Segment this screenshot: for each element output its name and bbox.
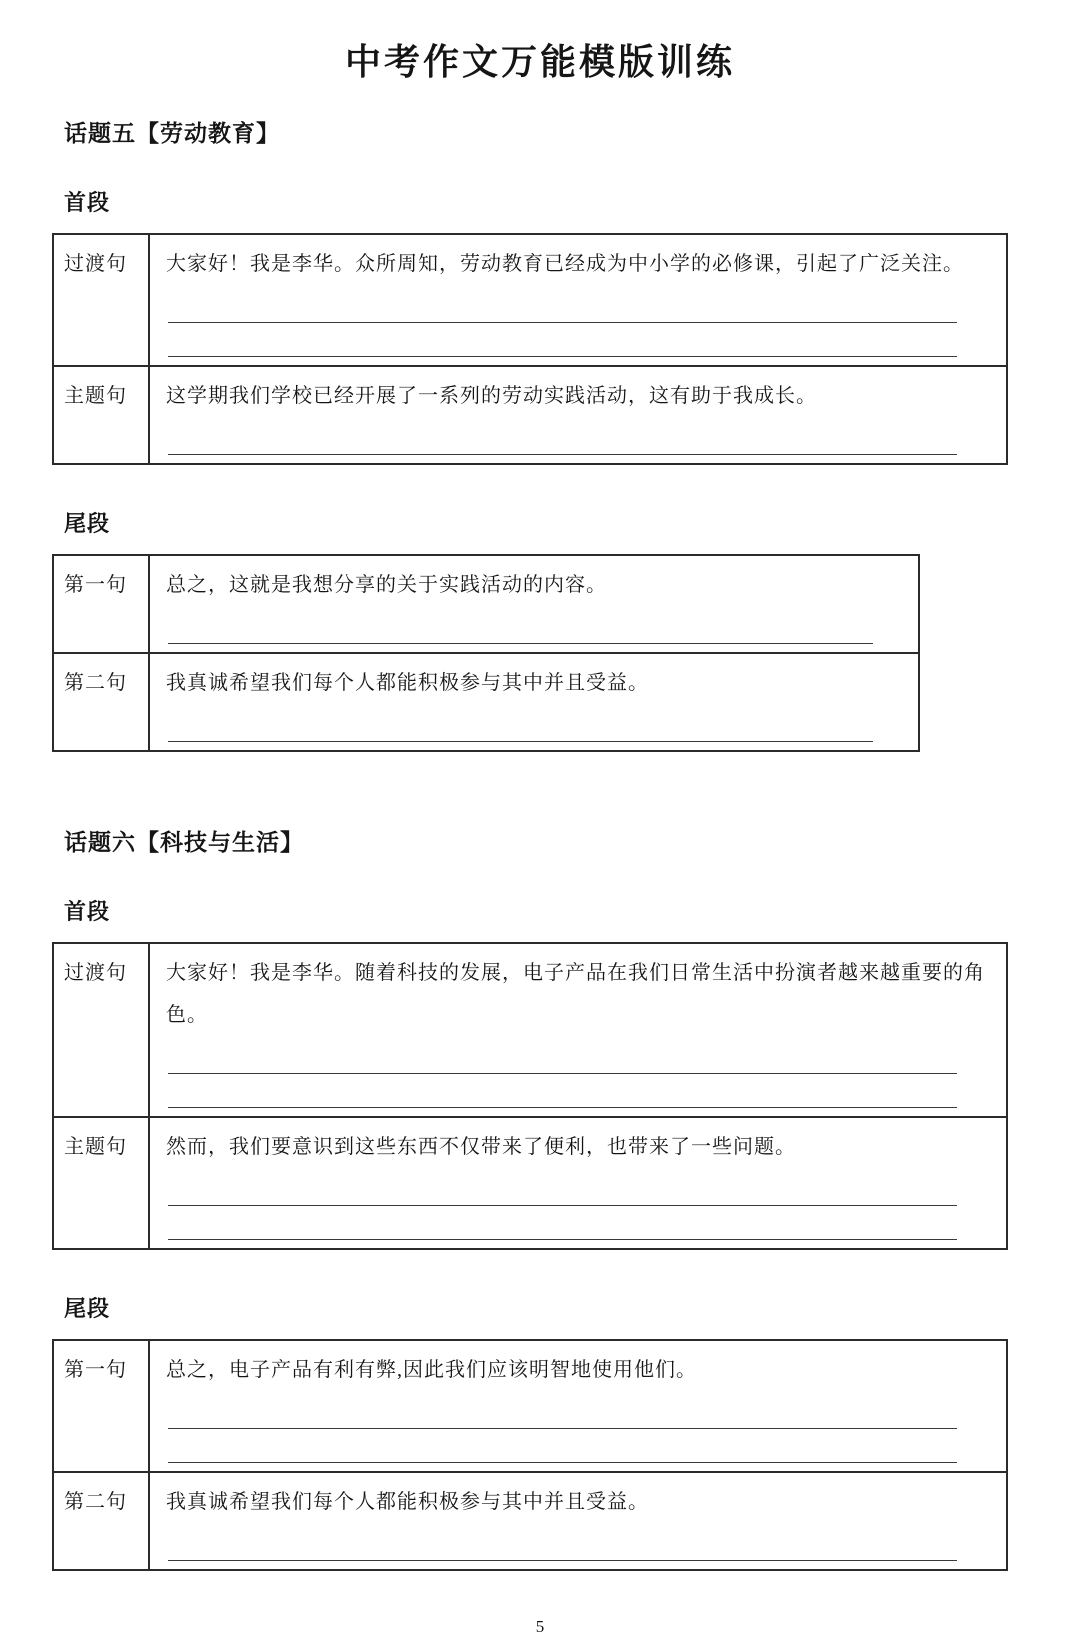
row-content bbox=[149, 234, 1007, 366]
topic6-heading: 话题六【科技与生活】 bbox=[64, 830, 304, 855]
answer-line bbox=[168, 610, 873, 644]
table-row bbox=[53, 1472, 1007, 1570]
answer-line bbox=[168, 289, 957, 323]
row-label: 主题句 bbox=[53, 366, 149, 464]
answer-line bbox=[168, 708, 873, 742]
template-sentence: 然而，我们要意识到这些东西不仅带来了便利，也带来了一些问题。 bbox=[166, 1136, 796, 1158]
topic6-last-para-table bbox=[52, 1339, 1008, 1571]
topic6-first-para-table bbox=[52, 942, 1008, 1250]
template-sentence: 我真诚希望我们每个人都能积极参与其中并且受益。 bbox=[166, 672, 649, 694]
topic5-first-para-table bbox=[52, 233, 1008, 465]
answer-line bbox=[168, 1074, 957, 1108]
template-sentence: 总之，这就是我想分享的关于实践活动的内容。 bbox=[166, 574, 607, 596]
template-sentence: 总之，电子产品有利有弊,因此我们应该明智地使用他们。 bbox=[166, 1359, 697, 1381]
row-label: 第一句 bbox=[53, 1340, 149, 1472]
row-content bbox=[149, 1117, 1007, 1249]
row-content bbox=[149, 653, 919, 751]
answer-line bbox=[168, 1527, 957, 1561]
table-row bbox=[53, 1340, 1007, 1472]
topic5-first-para-heading: 首段 bbox=[64, 190, 111, 215]
answer-line bbox=[168, 421, 957, 455]
row-content bbox=[149, 366, 1007, 464]
template-sentence: 大家好！我是李华。随着科技的发展，电子产品在我们日常生活中扮演者越来越重要的角色。 bbox=[166, 962, 985, 1026]
topic6-last-para-heading: 尾段 bbox=[64, 1296, 111, 1321]
row-content bbox=[149, 1340, 1007, 1472]
table-row bbox=[53, 234, 1007, 366]
template-sentence: 我真诚希望我们每个人都能积极参与其中并且受益。 bbox=[166, 1491, 649, 1513]
topic5-heading: 话题五【劳动教育】 bbox=[64, 121, 280, 146]
page-number: 5 bbox=[535, 1617, 545, 1636]
template-sentence: 这学期我们学校已经开展了一系列的劳动实践活动，这有助于我成长。 bbox=[166, 385, 817, 407]
answer-line bbox=[168, 1040, 957, 1074]
row-label: 第二句 bbox=[53, 653, 149, 751]
table-row bbox=[53, 366, 1007, 464]
row-label: 主题句 bbox=[53, 1117, 149, 1249]
answer-line bbox=[168, 1172, 957, 1206]
row-label: 第一句 bbox=[53, 555, 149, 653]
table-row bbox=[53, 943, 1007, 1117]
topic5-last-para-heading: 尾段 bbox=[64, 511, 111, 536]
row-label: 过渡句 bbox=[53, 234, 149, 366]
page-title: 中考作文万能模版训练 bbox=[344, 42, 735, 82]
answer-line bbox=[168, 1429, 957, 1463]
answer-line bbox=[168, 323, 957, 357]
table-row bbox=[53, 1117, 1007, 1249]
row-label: 过渡句 bbox=[53, 943, 149, 1117]
row-content bbox=[149, 1472, 1007, 1570]
answer-line bbox=[168, 1206, 957, 1240]
topic5-last-para-table bbox=[52, 554, 920, 752]
topic5-section bbox=[52, 115, 1028, 752]
row-label: 第二句 bbox=[53, 1472, 149, 1570]
answer-line bbox=[168, 1395, 957, 1429]
template-sentence: 大家好！我是李华。众所周知，劳动教育已经成为中小学的必修课，引起了广泛关注。 bbox=[166, 253, 964, 275]
table-row bbox=[53, 653, 919, 751]
table-row bbox=[53, 555, 919, 653]
row-content bbox=[149, 943, 1007, 1117]
topic6-section bbox=[52, 824, 1028, 1571]
topic6-first-para-heading: 首段 bbox=[64, 899, 111, 924]
row-content bbox=[149, 555, 919, 653]
